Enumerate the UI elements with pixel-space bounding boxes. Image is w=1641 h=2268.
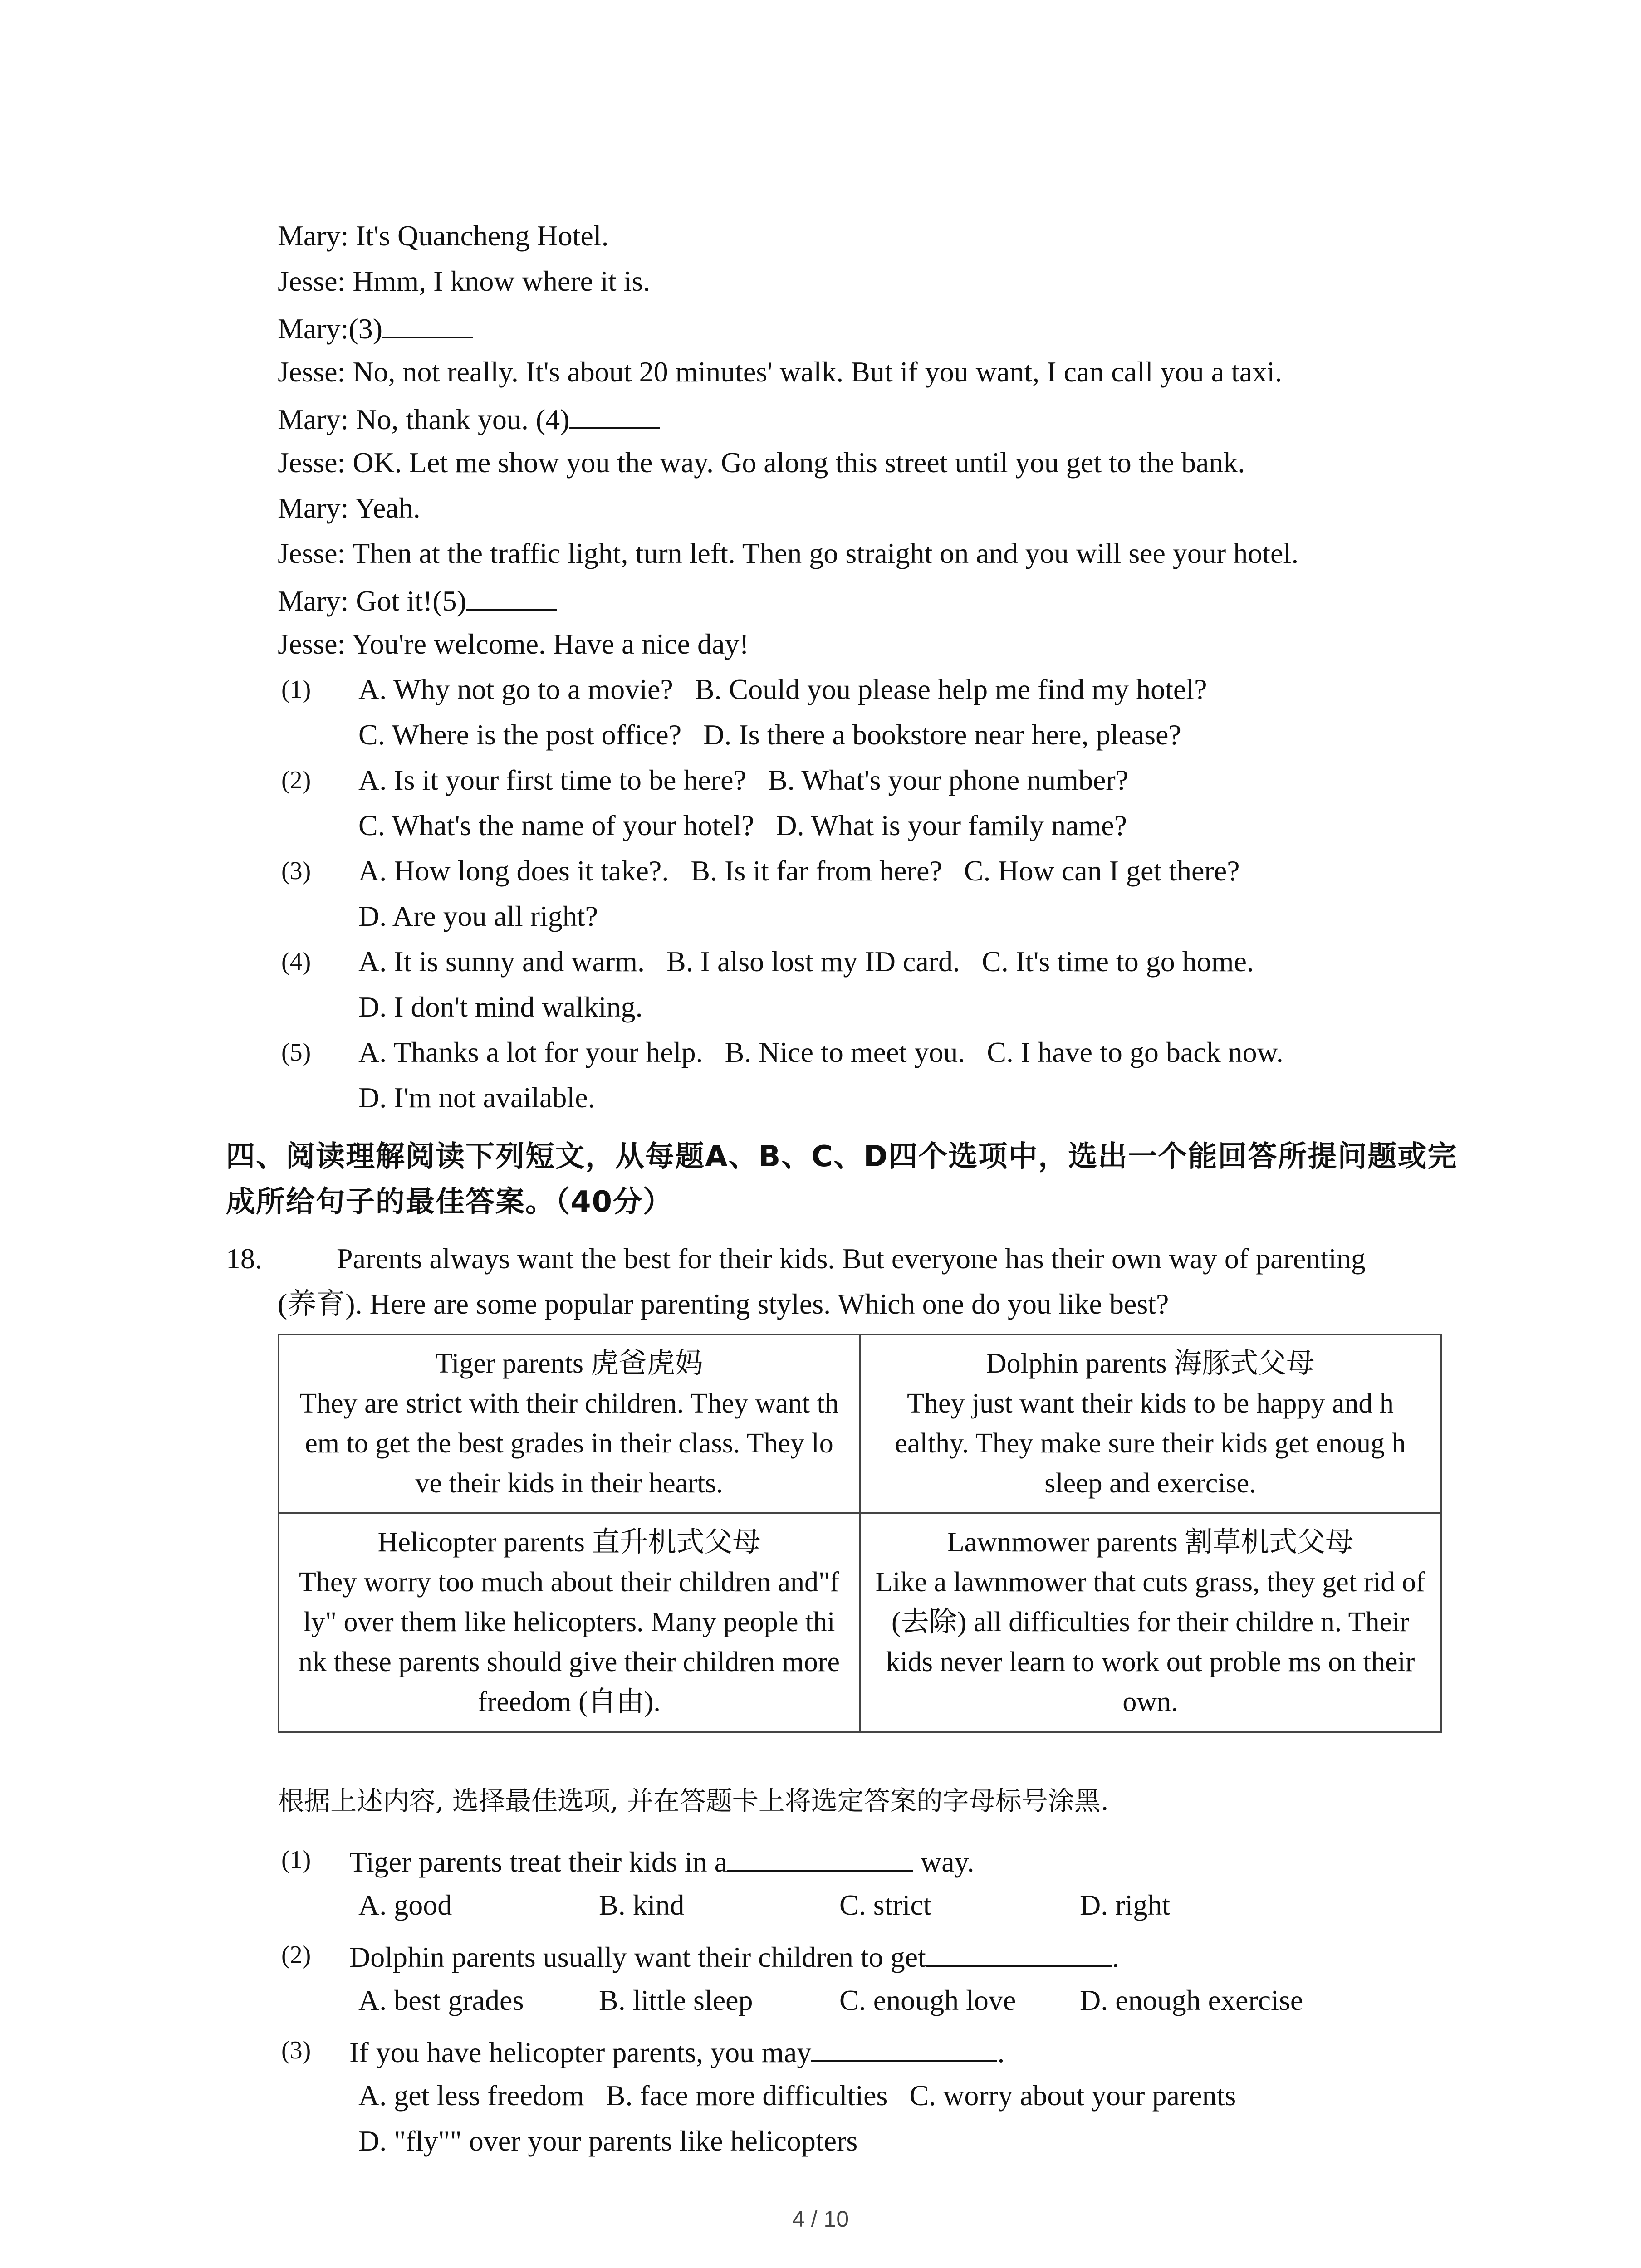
question-options: A. Why not go to a movie? B. Could you please help me find my hotel? xyxy=(358,673,1207,705)
section-heading: 四、阅读理解阅读下列短文，从每题A、B、C、D四个选项中，选出一个能回答所提问题或完 xyxy=(226,1140,1458,1173)
question-number: (5) xyxy=(281,1038,311,1066)
question-options: D. I don't mind walking. xyxy=(358,991,643,1023)
question-number: (3) xyxy=(281,2036,311,2064)
dialogue-line: Jesse: Hmm, I know where it is. xyxy=(278,265,651,297)
question-number: (2) xyxy=(281,766,311,794)
instruction-text: 根据上述内容, 选择最佳选项, 并在答题卡上将选定答案的字母标号涂黑. xyxy=(278,1785,1109,1816)
question-number: (1) xyxy=(281,675,311,704)
question-options: D. "fly"" over your parents like helicopters xyxy=(358,2125,858,2157)
choice-b: B. kind xyxy=(599,1889,685,1921)
dialogue-line: Jesse: OK. Let me show you the way. Go along this street until you get to the bank. xyxy=(278,446,1245,479)
cell-title: Tiger parents 虎爸虎妈 xyxy=(435,1348,703,1379)
question-options: D. I'm not available. xyxy=(358,1081,595,1114)
cell-text: They worry too much about their children and"f ly" over them like helicopters. Many people thi nk these parents should give their children more freedom (自由). xyxy=(298,1567,840,1717)
cell-title: Lawnmower parents 割草机式父母 xyxy=(947,1527,1354,1558)
table-cell-lawnmower xyxy=(860,1513,1441,1732)
question-options: C. Where is the post office? D. Is there a bookstore near here, please? xyxy=(358,719,1181,751)
choice-d: D. right xyxy=(1080,1889,1171,1921)
question-number: (1) xyxy=(281,1846,311,1874)
cell-text: Like a lawnmower that cuts grass, they get rid of (去除) all difficulties for their childre n. Their kids never learn to work out proble ms on their own. xyxy=(875,1567,1425,1717)
section-heading: 成所给句子的最佳答案。（40分） xyxy=(226,1185,673,1219)
question-options: D. Are you all right? xyxy=(358,900,598,932)
choice-c: C. strict xyxy=(839,1889,931,1921)
answer-blank xyxy=(727,1842,913,1872)
dialogue-line: Mary: Yeah. xyxy=(278,492,421,524)
answer-blank xyxy=(569,399,660,429)
dialogue-line: Jesse: No, not really. It's about 20 minutes' walk. But if you want, I can call you a taxi. xyxy=(278,356,1282,388)
passage-text: Parents always want the best for their kids. But everyone has their own way of parenting xyxy=(337,1242,1366,1275)
choice-c: C. enough love xyxy=(839,1984,1016,2016)
choice-b: B. little sleep xyxy=(599,1984,753,2016)
table-cell-helicopter xyxy=(279,1513,860,1732)
question-options: A. It is sunny and warm. B. I also lost my ID card. C. It's time to go home. xyxy=(358,945,1254,978)
choice-a: A. good xyxy=(358,1889,452,1921)
dialogue-line: Mary: It's Quancheng Hotel. xyxy=(278,220,609,252)
answer-blank xyxy=(926,1937,1112,1967)
cell-text: They are strict with their children. They want th em to get the best grades in their class. They lo ve their kids in their hearts. xyxy=(299,1388,839,1499)
question-options: A. Is it your first time to be here? B. What's your phone number? xyxy=(358,764,1129,796)
question-options: A. get less freedom B. face more difficulties C. worry about your parents xyxy=(358,2079,1236,2112)
answer-blank xyxy=(382,308,473,338)
page-number: 4 / 10 xyxy=(792,2206,849,2232)
passage-text: (养育). Here are some popular parenting styles. Which one do you like best? xyxy=(278,1288,1169,1320)
answer-blank xyxy=(466,581,557,611)
dialogue-line: Mary: Got it!(5) xyxy=(278,581,557,619)
table-cell-dolphin xyxy=(860,1334,1441,1513)
table-cell-tiger xyxy=(279,1334,860,1513)
question-options: A. Thanks a lot for your help. B. Nice to meet you. C. I have to go back now. xyxy=(358,1036,1283,1068)
question-stem: Dolphin parents usually want their children to get . xyxy=(349,1937,1119,1975)
answer-blank xyxy=(811,2032,997,2062)
question-stem: If you have helicopter parents, you may . xyxy=(349,2032,1004,2071)
dialogue-line: Jesse: You're welcome. Have a nice day! xyxy=(278,628,749,660)
dialogue-line: Mary:(3) xyxy=(278,308,473,347)
dialogue-line: Jesse: Then at the traffic light, turn left. Then go straight on and you will see your hotel. xyxy=(278,537,1299,569)
cell-text: They just want their kids to be happy and h ealthy. They make sure their kids get enoug h sleep and exercise. xyxy=(895,1388,1406,1499)
question-stem: Tiger parents treat their kids in a way. xyxy=(349,1842,974,1880)
dialogue-line: Mary: No, thank you. (4) xyxy=(278,399,660,438)
parenting-styles-table xyxy=(278,1334,1442,1733)
choice-d: D. enough exercise xyxy=(1080,1984,1303,2016)
passage-number: 18. xyxy=(226,1242,262,1275)
cell-title: Dolphin parents 海豚式父母 xyxy=(986,1348,1315,1379)
question-number: (3) xyxy=(281,857,311,885)
cell-title: Helicopter parents 直升机式父母 xyxy=(377,1527,761,1558)
question-number: (4) xyxy=(281,948,311,976)
question-options: C. What's the name of your hotel? D. What is your family name? xyxy=(358,809,1127,841)
question-options: A. How long does it take?. B. Is it far from here? C. How can I get there? xyxy=(358,855,1240,887)
choice-a: A. best grades xyxy=(358,1984,524,2016)
question-number: (2) xyxy=(281,1941,311,1969)
